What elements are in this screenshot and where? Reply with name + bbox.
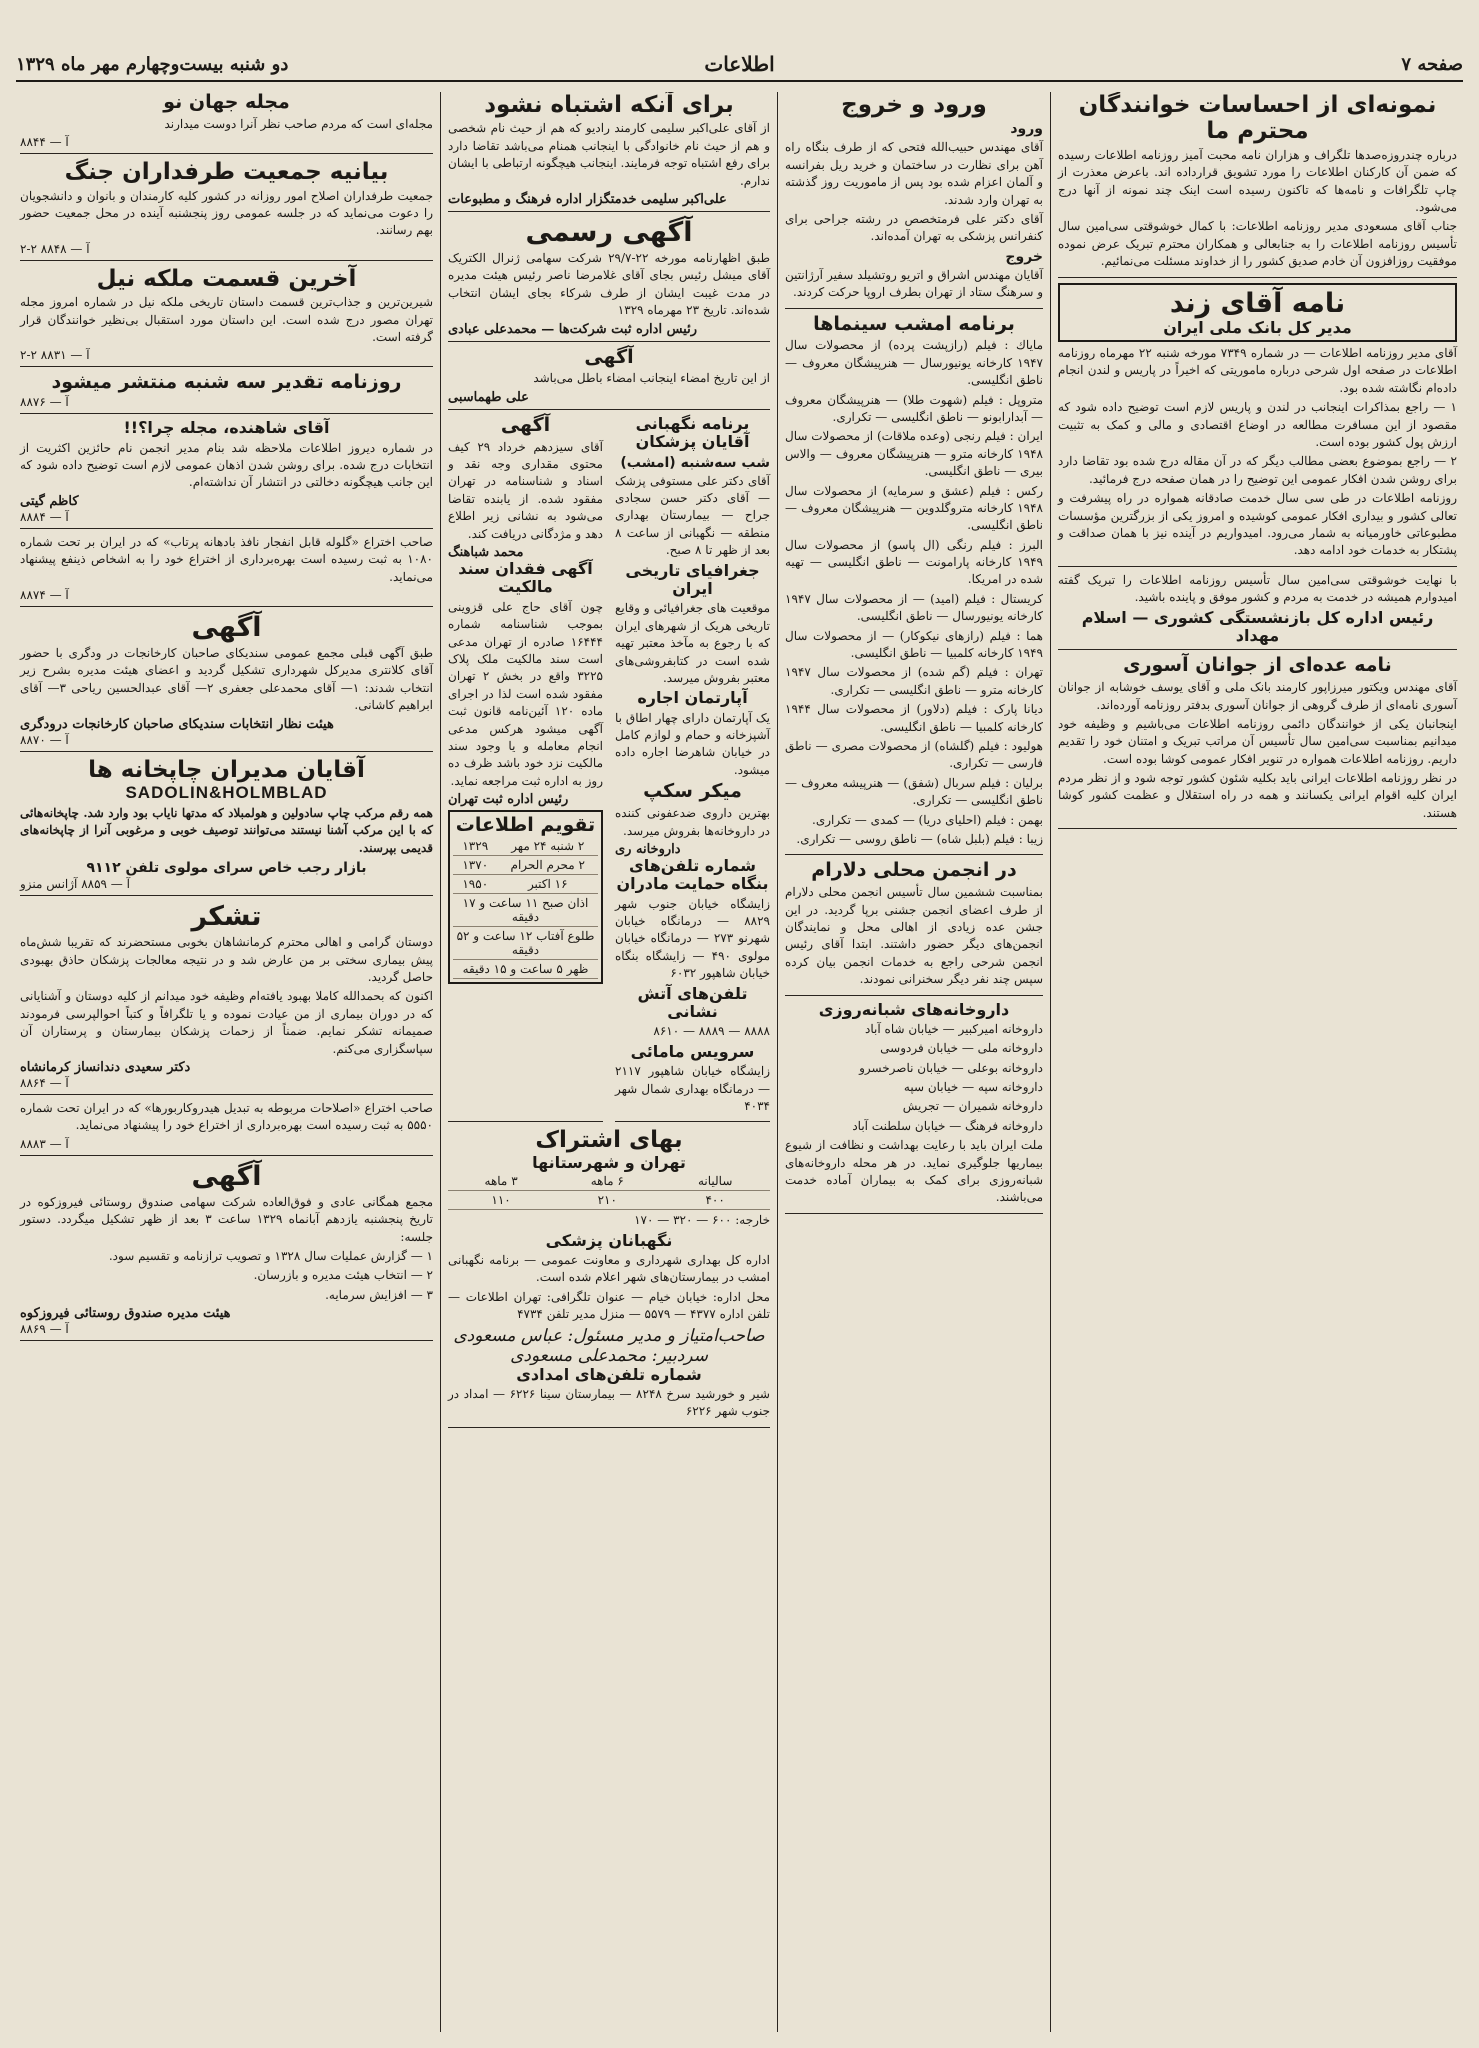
printing-text: همه رقم مرکب چاپ سادولین و هولمبلاد که مدتها نایاب بود وارد شد. چاپخانه‌هائی که با این مرکب آشنا نیستند می‌توانند توصیف خوبی و مرغوبی آنرا از چاپخانه‌های قدیمی بپرسند. [20, 806, 433, 855]
maker-headline: میکر سکپ [643, 780, 742, 803]
patent-text: صاحب اختراع «اصلاحات مربوطه به تبدیل هیدروکاربورها» که در ایران تحت شماره ۵۵۵۰ به ثبت رسیده است بهره‌برداری از اختراع خود را پیشنهاد می‌نماید. [20, 1101, 433, 1133]
calendar-cell: طلوع آفتاب ۱۲ ساعت و ۵۲ دقیقه [453, 926, 598, 959]
calendar-cell: ۱۶ اکتبر [498, 874, 599, 893]
agenda-item: ۱ — گزارش عملیات سال ۱۳۲۸ و تصویب ترازنامه و تقسیم سود. [108, 1249, 433, 1264]
patent-notice-2 [20, 1100, 433, 1156]
cinema-item: هما : فیلم (رازهای نیکوکار) — از محصولات سال ۱۹۴۹ کارخانه کلمبیا — ناطق انگلیسی. [785, 628, 1043, 661]
lost-deed-text: چون آقای حاج علی قزوینی بموجب شناسنامه شماره ۱۶۴۴۴ صادره از تهران مدعی است سند مالکیت ملک پلاک ۳۲۲۵ واقع در بخش ۲ تهران مفقود شده است لذا در اجرای ماده ۱۲۰ آئین‌نامه قانون ثبت آگهی میشود هرکس مدعی انجام معامله و یا وجود سند مالکیت نزد خود باشد ظرف ده روز به اداره ثبت مراجعه نماید. [448, 599, 604, 788]
arrivals-label: ورود [1010, 121, 1043, 138]
cinema-item: تهران : فیلم (گم شده) از محصولات سال ۱۹۴۷ کارخانه مترو — ناطق انگلیسی — تکراری. [785, 665, 1043, 697]
cinema-item: بهمن : فیلم (احلیای دریا) — کمدی — تکراری. [812, 812, 1043, 827]
cinema-item: کریستال : فیلم (امید) — از محصولات سال ۱۹۴۷ کارخانه یونیورسال — ناطق انگلیسی. [785, 591, 1043, 624]
ink-brand: SADOLIN&HOLMBLAD [125, 783, 328, 803]
witness-headline: آقای شاهنده، مجله چرا؟!! [123, 418, 330, 438]
masthead [16, 50, 1463, 82]
pharmacy-item: داروخانه ملی — خیابان فردوسی [880, 1041, 1043, 1056]
witness-letter [20, 419, 433, 529]
maker-text: بهترین داروی ضدعفونی کننده در داروخانه‌ها بفروش میرسد. [615, 806, 770, 838]
witness-text: در شماره دیروز اطلاعات ملاحظه شد بنام مدیر انجمن نام حائزین اکثریت از انتخابات درج شده. برای روشن شدن اذهان عمومی لازم است توضیح داده شود که این جانب هیچگونه دخالتی در انتشار آن نداشته‌ام. [20, 440, 433, 490]
assyrian-paragraph: در نظر روزنامه اطلاعات ایرانی باید بکلیه شئون کشور توجه شود و از نظر مردم ایران کلیه اقوام ایرانی یکسانند و همه در راه استقلال و عظمت کشور کوشا هستند. [1058, 771, 1457, 820]
signature-notice [448, 347, 770, 410]
thanks-headline: تشکر [191, 901, 262, 933]
calendar-box [448, 810, 603, 984]
calendar-cell: ۱۹۵۰ [453, 874, 498, 893]
midwifery-text: زایشگاه خیابان شاهپور ۲۱۱۷ — درمانگاه بهداری شمال شهر ۴۰۳۴ [615, 1064, 770, 1113]
thanks-notice [20, 901, 433, 1095]
calendar-cell: ۲ محرم الحرام [498, 855, 599, 874]
mistake-text: از آقای علی‌اکبر سلیمی کارمند رادیو که هم از حیث نام شخصی و هم از حیث نام خانوادگی با اینجانب همنام می‌باشد تقاضا دارد برای رفع اشتباه توجه فرمایند. اینجانب هیچگونه ارتباطی با ایشان ندارم. [448, 121, 770, 188]
cinema-item: ایران : فیلم رنجی (وعده ملاقات) از محصولات سال ۱۹۴۸ کارخانه مترو — هنرپیشگان معروف — والاس بیری — ناطق انگلیسی. [785, 429, 1043, 479]
table-row [453, 855, 598, 874]
printing-headline: آقایان مدیران چاپخانه ها [88, 756, 365, 783]
ad-code: آ — ۸۸۷۶ [20, 395, 69, 410]
patent-text: صاحب اختراع «گلوله قابل انفجار نافذ بادهانه پرتاب» که در ایران بر تحت شماره ۱۰۸۰ به ثبت رسیده است بهره‌برداری از اختراع خود را به اشخاص ذینفع پیشنهاد می‌نماید. [20, 534, 433, 584]
cooperative-signature: هیئت مدیره صندوق روستائی فیروزکوه [20, 1306, 231, 1322]
tribute-ad [20, 372, 433, 414]
table-row [453, 837, 598, 856]
agenda-item: ۳ — افزایش سرمایه. [325, 1287, 433, 1302]
signature-notice-headline: آگهی [584, 345, 634, 368]
ad-code: آ — ۸۸۳۱ ۲-۲ [20, 348, 90, 363]
hygiene-note: ملت ایران باید با رعایت بهداشت و نظافت از شیوع بیماریها جلوگیری نماید. در هر محله داروخانه‌های شبانه‌روزی برای کمک به بیماران آماده خدمت می‌باشند. [785, 1138, 1043, 1205]
signature-notice-sig: علی طهماسبی [448, 389, 529, 405]
doctors-headline: برنامه نگهبانی آقایان پزشکان [635, 413, 750, 452]
editor-signature: سردبیر: محمدعلی مسعودی [510, 1345, 708, 1366]
assyrian-youth-letter [1058, 655, 1457, 829]
issue-date: دو شنبه بیست‌وچهارم مهر ماه ۱۳۲۹ [16, 54, 289, 75]
rent-text: یک آپارتمان دارای چهار اطاق با آشپزخانه و حمام و لوازم کامل در خیابان شاهرضا اجاره داده میشود. [615, 710, 770, 777]
medical-guard-headline: نگهبانان پزشکی [545, 1230, 673, 1250]
assyrian-paragraph: اینجانبان یکی از خوانندگان دائمی روزنامه اطلاعات می‌باشیم و وظیفه خود میدانیم بمناسبت سی‌امین سال تأسیس آن مراتب تبریک و امتنان خود را تقدیم داریم. روزنامه اطلاعات همواره در تنویر افکار عمومی کوشا بوده است. [1058, 716, 1457, 766]
column-4 [14, 92, 439, 2032]
pharmacy-item: داروخانه بوعلی — خیابان ناصرخسرو [859, 1060, 1043, 1075]
calendar-cell: ۱۳۷۰ [453, 855, 498, 874]
arrivals-text: آقای مهندس حبیب‌الله فتحی که از طرف بنگاه راه آهن برای نظارت در ساختمان و خرید ریل بفرانسه و آلمان اعزام شده بود پس از ماموریت روز گذشته به تهران وارد شدند. [785, 140, 1043, 207]
ad-code: آ — ۸۸۴۸ ۲-۲ [20, 241, 90, 256]
war-statement [20, 159, 433, 261]
doctors-schedule [615, 415, 770, 1123]
calendar-headline: تقویم اطلاعات [455, 814, 596, 837]
mistake-headline: برای آنکه اشتباه نشود [484, 92, 734, 118]
cooperative-notice [20, 1161, 433, 1341]
official-text: طبق اظهارنامه مورخه ۲۲-۲۹/۷ شرکت سهامی ژنرال الکتریک آقای میشل رئیس بجای آقای غلامرضا ناصر رئیس هیئت مدیره در مدت غیبت ایشان از طرف شرکاء بجای ایشان انتخاب شده‌اند. تاریخ ۲۳ مهرماه ۱۳۲۹ [448, 251, 770, 318]
zand-headline: نامه آقای زند [1169, 287, 1346, 319]
official-notice [448, 217, 770, 342]
ad-code: آ — ۸۸۵۹ آژانس منزو [20, 877, 130, 892]
subscription-val: ۴۰۰ [660, 1191, 770, 1210]
ad-code: آ — ۸۸۶۹ [20, 1322, 69, 1337]
cinema-item: هولیود : فیلم (گلشاه) از محصولات مصری — ناطق فارسی — تکراری. [785, 739, 1043, 771]
lost-deed-signature: رئیس اداره ثبت تهران [448, 792, 569, 808]
ad-code: آ — ۸۸۷۴ [20, 588, 69, 603]
ad-code: آ — ۸۸۴۴ [20, 135, 69, 150]
table-row [453, 893, 598, 926]
signature-notice-text: از این تاریخ امضاء اینجانب امضاء باطل می‌باشد [533, 371, 770, 386]
lost-deed-headline: آگهی فقدان سند مالکیت [458, 559, 593, 597]
cinema-item: برلیان : فیلم سربال (شفق) — هنرپیشه معروف — ناطق انگلیسی — تکراری. [785, 775, 1043, 808]
fire-headline: تلفن‌های آتش نشانی [637, 983, 748, 1022]
agenda-item: ۲ — انتخاب هیئت مدیره و بازرسان. [253, 1268, 433, 1283]
page-number: صفحه ۷ [1401, 54, 1463, 75]
pharmacy-item: داروخانه سپه — خیابان سپه [903, 1080, 1043, 1095]
cinema-item: البرز : فیلم رنگی (ال پاسو) از محصولات سال ۱۹۴۹ کارخانه پارامونت — ناطق انگلیسی — تهیه شده در امریکا. [785, 537, 1043, 587]
doctors-subhead: شب سه‌شنبه (امشب) [620, 454, 770, 471]
two-column-row [442, 415, 776, 1128]
cooperative-headline: آگهی [191, 1160, 262, 1192]
letter-text: جناب آقای مسعودی مدیر روزنامه اطلاعات: با کمال خوشوقتی سی‌امین سال تأسیس روزنامه اطلاعات را به جنابعالی و همکاران محترم تبریک عرض نموده موفقیت روزافزون آن خادم صدیق کشور را از خداوند مسئلت می‌نمائیم. [1058, 219, 1457, 269]
magazine-headline: مجله جهان نو [163, 92, 290, 113]
column-1 [1052, 92, 1463, 2032]
owner-signature: صاحب‌امتیاز و مدیر مسئول: عباس مسعودی [453, 1325, 765, 1346]
syndicate-text: طبق آگهی قبلی مجمع عمومی سندیکای صاحبان کارخانجات در ودگری با حضور آقای کلانتری مدیرکل شهرداری تشکیل گردید و اعضای هیئت مدیره بشرح زیر انتخاب شدند: ۱— آقای محمدعلی جعفری ۲— آقای عبدالحسین ریاحی ۳— آقای ابراهیم کاشانی. [20, 646, 433, 713]
subscription-col: ۳ ماهه [448, 1172, 554, 1191]
syndicate-headline: آگهی [191, 612, 262, 644]
table-row [453, 959, 598, 978]
cooperative-text: مجمع همگانی عادی و فوق‌العاده شرکت سهامی صندوق روستائی فیروزکوه در تاریخ پنجشنبه یازدهم آبانماه ۱۳۲۹ ساعت ۳ بعد از ظهر تشکیل میگردد. دستور جلسه: [20, 1194, 433, 1244]
zand-subhead: مدیر کل بانک ملی ایران [1163, 317, 1352, 337]
cinema-item: رکس : فیلم (عشق و سرمایه) از محصولات سال ۱۹۴۸ کارخانه متروگلدوین — هنرپیشگان معروف — ناطق انگلیسی. [785, 483, 1043, 533]
subscription-subhead: تهران و شهرستانها [532, 1152, 686, 1172]
subscription-col: سالیانه [660, 1172, 770, 1191]
geography-text: موقعیت های جغرافیائی و وقایع تاریخی هریک از شهرهای ایران که با رجوع به مآخذ معتبر تهیه شده است در کتابفروشی‌های معتبر بفروش میرسد. [615, 601, 770, 685]
magazine-text: مجله‌ای است که مردم صاحب نظر آنرا دوست میدارند [164, 116, 433, 131]
cinema-headline: برنامه امشب سینماها [813, 312, 1015, 335]
maternity-headline: شماره تلفن‌های بنگاه حمایت مادران [616, 855, 769, 894]
subscription-abroad: خارجه: ۶۰۰ — ۳۲۰ — ۱۷۰ [634, 1213, 770, 1228]
letters-headline: نمونه‌ای از احساسات خوانندگان محترم ما [1078, 92, 1437, 145]
lost-bag-headline: آگهی [500, 413, 551, 436]
ad-code: آ — ۸۸۸۴ [20, 509, 69, 524]
subscription-col: ۶ ماهه [554, 1172, 660, 1191]
emergency-text: شیر و خورشید سرخ ۸۲۴۸ — بیمارستان سینا ۶۲۲۶ — امداد در جنوب شهر ۶۲۲۶ [448, 1386, 770, 1419]
column-rule [440, 92, 441, 2032]
pharmacy-item: داروخانه شمیران — تجریش [902, 1099, 1043, 1114]
calendar-table [453, 837, 598, 979]
arrivals-text: آقای دکتر علی فرمتخصص در رشته جراحی برای کنفرانس پزشکی به تهران آمده‌اند. [785, 212, 1043, 244]
official-headline: آگهی رسمی [525, 217, 693, 248]
nile-queen-ad [20, 266, 433, 368]
calendar-cell: اذان صبح ۱۱ ساعت و ۱۷ دقیقه [453, 893, 598, 926]
subscription-box [448, 1127, 770, 1427]
nile-queen-headline: آخرین قسمت ملکه نیل [96, 265, 357, 292]
pharmacies-headline: داروخانه‌های شبانه‌روزی [818, 999, 1010, 1019]
column-3 [442, 92, 776, 2032]
subscription-table [448, 1172, 770, 1210]
column-2 [779, 92, 1049, 2032]
witness-signature: کاظم گیتی [20, 493, 79, 509]
letter-text: روزنامه اطلاعات در طی سی سال خدمت صادقانه همواره در راه پیشرفت و تعالی کشور و بیداری افکار عمومی کوشیده و امروز یکی از بزرگترین مؤسسات مطبوعاتی خاورمیانه به شمار می‌رود. امیدواریم در آینده نیز با همان صداقت و پشتکار به خدمات خود ادامه دهد. [1058, 491, 1457, 558]
calendar-cell: ۱۳۲۹ [453, 837, 498, 856]
table-row [448, 1191, 770, 1210]
magazine-ad [20, 92, 433, 154]
subscription-val: ۱۱۰ [448, 1191, 554, 1210]
retirement-signature: رئیس اداره کل بازنشستگی کشوری — اسلام مهداد [1081, 607, 1434, 645]
arrivals-headline: ورود و خروج [841, 92, 987, 118]
midwifery-headline: سرویس مامائی [630, 1041, 755, 1061]
lost-bag-notice [448, 415, 603, 1123]
thanks-text: اکنون که بحمدالله کاملا بهبود یافته‌ام وظیفه خود میدانم از کلیه دوستان و آشنایانی که در دوران بیماری از من عیادت نموده و یا تلگرافاً و کتباً احوالپرسی فرمودند صمیمانه تشکر نمایم. ضمناً از زحمات پزشکان بیمارستان و پرستاران آن سپاسگزاری می‌کنم. [20, 989, 433, 1056]
nile-queen-text: شیرین‌ترین و جذاب‌ترین قسمت داستان تاریخی ملکه نیل در شماره امروز مجله تهران مصور درج شده است. این داستان مورد استقبال بی‌نظیر خوانندگان قرار گرفته است. [20, 295, 433, 345]
pharmacies-section [785, 1001, 1043, 1214]
departures-text: آقایان مهندس اشراق و اتریو روتشیلد سفیر آرژانتین و سرهنگ ستاد از تهران بطرف اروپا حرکت کردند. [785, 267, 1043, 300]
syndicate-signature: هیئت نظار انتخابات سندیکای صاحبان کارخانجات درودگری [20, 716, 334, 732]
pharmacy-item: داروخانه فرهنگ — خیابان سلطنت آباد [852, 1118, 1043, 1133]
office-address: محل اداره: خیابان خیام — عنوان تلگرافی: تهران اطلاعات — تلفن اداره ۴۳۷۷ — ۵۵۷۹ — منزل مدیر تلفن ۴۷۳۴ [448, 1289, 770, 1322]
pharmacy-item: داروخانه امیرکبیر — خیابان شاه آباد [865, 1021, 1043, 1036]
maker-signature: داروخانه ری [615, 841, 681, 857]
patent-notice [20, 534, 433, 607]
calendar-cell: ظهر ۵ ساعت و ۱۵ دقیقه [453, 959, 598, 978]
cinema-section [785, 314, 1043, 856]
table-row [453, 926, 598, 959]
ad-code: آ — ۸۸۷۰ [20, 732, 69, 747]
syndicate-notice [20, 612, 433, 752]
column-rule [1050, 92, 1051, 2032]
zand-paragraph: ۲ — راجع بموضوع بعضی مطالب دیگر که در آن مقاله درج شده بود تقاضا دارد برای روشن شدن افکار عمومی این توضیح را در همان صفحه درج فرمائید. [1058, 454, 1457, 486]
fire-text: ۸۸۸۸ — ۸۸۸۹ — ۸۶۱۰ [653, 1024, 770, 1039]
printing-address: بازار رجب خاص سرای مولوی تلفن ۹۱۱۲ [86, 860, 367, 877]
retirement-letter [1058, 572, 1457, 651]
table-row [448, 1172, 770, 1191]
subscription-headline: بهای اشتراک [535, 1127, 683, 1154]
ad-code: آ — ۸۸۶۴ [20, 1076, 69, 1091]
lost-bag-text: آقای سیزدهم خرداد ۲۹ کیف محتوی مقداری وجه نقد و اسناد و شناسنامه در تهران مفقود شده. از یابنده تقاضا می‌شود به نشانی زیر اطلاع دهد و مژدگانی دریافت کند. [448, 439, 603, 541]
subscription-val: ۲۱۰ [554, 1191, 660, 1210]
newspaper-title: اطلاعات [704, 52, 775, 76]
thanks-text: دوستان گرامی و اهالی محترم کرمانشاهان بخوبی مستحضرند که تقریبا شش‌ماه پیش بیماری سختی بر من عارض شد و در نتیجه معالجات پزشکان حاذق بهبودی حاصل گردید. [20, 935, 433, 985]
lost-bag-signature: محمد شباهنگ [448, 545, 524, 561]
zand-paragraph: آقای مدیر روزنامه اطلاعات — در شماره ۷۳۴۹ مورخه شنبه ۲۲ مهرماه روزنامه اطلاعات در صفحه اول شرحی درباره ماموریتی که اخیراً در پاریس و لندن انجام داده‌ام نگاشته شده بود. [1058, 346, 1457, 395]
dalaram-text: بمناسبت ششمین سال تأسیس انجمن محلی دلارام از طرف اعضای انجمن جشنی برپا گردید. در این جشن عده زیادی از اهالی محل و نمایندگان انجمن‌های دیگر حضور داشتند. ابتدا آقای رئیس انجمن شرحی راجع به خدمات انجمن بیان کرده سپس چند نفر دیگر سخنرانی نمودند. [785, 885, 1043, 987]
departures-label: خروج [1005, 248, 1043, 265]
emergency-headline: شماره تلفن‌های امدادی [516, 1364, 702, 1384]
mistake-notice [448, 92, 770, 212]
ad-code: آ — ۸۸۸۳ [20, 1136, 69, 1151]
zand-paragraph: ۱ — راجع بمذاکرات اینجانب در لندن و پاریس لازم است توضیح داده شود که مقصود از این مسافرت مطالعه در اوضاع اقتصادی و مالی و کمک به تثبیت ارزش پول کشور بوده است. [1058, 400, 1457, 449]
column-rule [777, 92, 778, 2032]
printing-ink-ad [20, 757, 433, 897]
tribute-headline: روزنامه تقدیر سه شنبه منتشر میشود [51, 371, 402, 394]
doctors-text: آقای دکتر علی مستوفی پزشک — آقای دکتر حسن سجادی جراح — بیمارستان بهداری منطقه — نگهبانی از ساعت ۸ بعد از ظهر تا ۸ صبح. [615, 473, 770, 558]
war-text: جمعیت طرفداران اصلاح امور روزانه در کشور کلیه کارمندان و بانوان و دانشجویان را دعوت می‌نماید که در جلسه عمومی روز پنجشنبه آینده در محل جمعیت حضور بهم رسانند. [20, 188, 433, 238]
arrivals-section [785, 92, 1043, 309]
dalaram-section [785, 860, 1043, 995]
rent-headline: آپارتمان اجاره [637, 688, 748, 708]
letters-intro: درباره چندروز‌ه‌صد‌ها تلگراف و هزاران نامه محبت آمیز روزنامه اطلاعات رسیده که ضمن آن کارکنان اطلاعات را مورد تشویق قرارداده اند. باعرض معذرت از چاپ تلگرافات و نامه‌ها که تاکنون رسیده است اینک چند نمونه از آنها درج می‌شود. [1058, 147, 1457, 215]
cinema-item: زیبا : فیلم (بلبل شاه) — ناطق روسی — تکراری. [796, 831, 1043, 846]
zand-letter [1058, 283, 1457, 567]
thanks-signature: دکتر سعیدی دندانساز کرمانشاه [20, 1060, 191, 1076]
table-row [453, 874, 598, 893]
geography-headline: جغرافیای تاریخی ایران [625, 560, 760, 598]
cinema-item: دیانا پارک : فیلم (دلاور) از محصولات سال ۱۹۴۴ کارخانه کلمبیا — ناطق انگلیسی. [785, 702, 1043, 734]
calendar-cell: ۲ شنبه ۲۴ مهر [498, 837, 599, 856]
assyrian-headline: نامه عده‌ای از جوانان آسوری [1123, 654, 1392, 677]
mistake-signature: علی‌اکبر سلیمی خدمتگزار اداره فرهنگ و مطبوعات [448, 192, 727, 207]
war-headline: بیانیه جمعیت طرفداران جنگ [64, 159, 389, 186]
letters-section [1058, 92, 1457, 278]
medical-guard-text: اداره کل بهداری شهرداری و معاونت عمومی — برنامه نگهبانی امشب در بیمارستان‌های شهر اعلام شده است. [448, 1252, 770, 1285]
official-signature: رئیس اداره ثبت شرکت‌ها — محمدعلی عبادی [448, 321, 697, 337]
cinema-item: ماياك : فیلم (رازپشت پرده) از محصولات سال ۱۹۴۷ کارخانه یونیورسال — هنرپیشگان معروف — ناطق انگلیسی. [785, 338, 1043, 388]
assyrian-paragraph: آقای مهندس ویکتور میرزاپور کارمند بانک ملی و آقای یوسف خوشابه از جوانان آسوری نامه‌ای از طرف گروهی از جوانان آسوری بدفتر روزنامه آورده‌اند. [1058, 680, 1457, 712]
retirement-body: با نهایت خوشوقتی سی‌امین سال تأسیس روزنامه اطلاعات را تبریک گفته امیدوارم همیشه در خدمت به مردم و کشور موفق و پاینده باشید. [1058, 572, 1457, 605]
cinema-item: متروپل : فیلم (شهوت طلا) — هنرپیشگان معروف — آبدارابونو — ناطق انگلیسی — تکراری. [785, 392, 1043, 424]
dalaram-headline: در انجمن محلی دلارام [811, 859, 1017, 882]
maternity-text: زایشگاه خیابان جنوب شهر ۸۸۲۹ — درمانگاه خیابان شهرنو ۲۷۳ — درمانگاه خیابان مولوی ۴۹۰ — زایشگاه بنگاه خیابان شاهپور ۶۰۳۲ [615, 896, 770, 981]
